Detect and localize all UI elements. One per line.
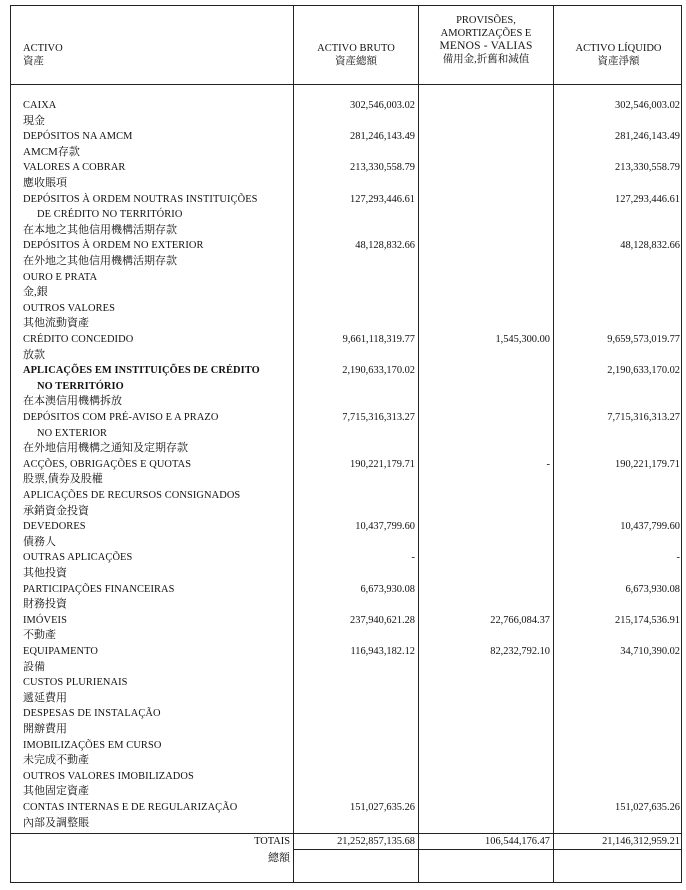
cell-bruto: 190,221,179.71 (350, 458, 415, 470)
cell-bruto: 48,128,832.66 (355, 240, 415, 252)
cell-liquido: 190,221,179.71 (615, 458, 680, 470)
header-prov-line3: MENOS - VALIAS (439, 40, 533, 52)
header-activo (23, 42, 63, 68)
cell-liquido: 10,437,799.60 (620, 521, 680, 533)
row-label-pt: DEVEDORES (23, 521, 86, 533)
header-bruto-zh: 資產總額 (335, 56, 377, 67)
row-label-pt: NO TERRITÓRIO (37, 380, 124, 392)
row-label-zh: 在外地之其他信用機構活期存款 (23, 255, 177, 267)
cell-bruto: 10,437,799.60 (355, 521, 415, 533)
cell-liquido: 34,710,390.02 (620, 646, 680, 657)
row-label-zh: 股票,債券及股權 (23, 473, 103, 486)
cell-liquido: 9,659,573,019.77 (607, 334, 680, 345)
header-prov-line1: PROVISÕES, (456, 15, 516, 26)
row-label-pt: DE CRÉDITO NO TERRITÓRIO (37, 209, 183, 221)
header-provisoes (419, 14, 553, 66)
cell-prov: 1,545,300.00 (495, 334, 550, 345)
header-liquido-pt: ACTIVO LÍQUIDO (575, 43, 662, 54)
cell-bruto: 127,293,446.61 (350, 193, 415, 205)
cell-bruto: 7,715,316,313.27 (342, 412, 415, 423)
row-label-pt: DEPÓSITOS COM PRÉ-AVISO E A PRAZO (23, 412, 219, 423)
row-label-zh: 在外地信用機構之通知及定期存款 (23, 442, 188, 455)
row-label-zh: 承銷資金投資 (23, 504, 89, 517)
totals-label: TOTAIS (254, 836, 290, 847)
totals-label-zh: 總額 (268, 852, 290, 864)
totals-top-line (11, 833, 681, 834)
row-label-zh: 放款 (23, 348, 45, 361)
row-label-pt: NO EXTERIOR (37, 427, 108, 439)
column-divider (418, 6, 419, 882)
row-label-pt: OUTROS VALORES IMOBILIZADOS (23, 770, 194, 782)
header-activo-bruto (294, 42, 418, 68)
row-label-zh: 應收賬項 (23, 177, 67, 189)
row-label-pt: VALORES A COBRAR (23, 162, 126, 174)
totals-liquido: 21,146,312,959.21 (602, 836, 680, 847)
row-label-pt: IMÓVEIS (23, 614, 67, 626)
row-label-zh: AMCM存款 (23, 145, 80, 158)
row-label-zh: 其他流動資產 (23, 317, 89, 330)
cell-liquido: 6,673,930.08 (625, 583, 680, 595)
header-liquido-zh: 資產淨額 (597, 56, 640, 67)
header-bruto-pt: ACTIVO BRUTO (317, 43, 395, 54)
cell-liquido: - (676, 552, 680, 564)
row-label-pt: CUSTOS PLURIENAIS (23, 677, 128, 689)
header-prov-line2: AMORTIZAÇÕES E (440, 28, 532, 39)
row-label-pt: DESPESAS DE INSTALAÇÃO (23, 708, 161, 720)
header-activo-liquido (554, 42, 683, 68)
header-divider (11, 84, 681, 85)
header-prov-zh: 備用金,折舊和減值 (442, 54, 530, 65)
row-label-pt: OUTROS VALORES (23, 302, 115, 314)
row-label-zh: 在本地之其他信用機構活期存款 (23, 223, 177, 236)
totals-provisoes: 106,544,176.47 (485, 836, 550, 847)
cell-bruto: 281,246,143.49 (350, 131, 415, 143)
header-activo-zh: 資產 (23, 56, 44, 67)
row-label-pt: ACÇÕES, OBRIGAÇÕES E QUOTAS (23, 458, 192, 470)
row-label-pt: CRÉDITO CONCEDIDO (23, 334, 134, 345)
row-label-pt: PARTICIPAÇÕES FINANCEIRAS (23, 583, 175, 595)
cell-bruto: - (411, 552, 415, 564)
row-label-pt: CONTAS INTERNAS E DE REGULARIZAÇÃO (23, 802, 238, 813)
cell-bruto: 302,546,003.02 (350, 100, 415, 111)
totals-bruto: 21,252,857,135.68 (337, 836, 415, 847)
row-label-pt: APLICAÇÕES DE RECURSOS CONSIGNADOS (23, 490, 241, 501)
cell-prov: 82,232,792.10 (490, 646, 550, 657)
cell-prov: - (546, 458, 550, 470)
row-label-pt: DEPÓSITOS NA AMCM (23, 131, 133, 143)
cell-liquido: 127,293,446.61 (615, 193, 680, 205)
row-label-zh: 未完成不動產 (23, 754, 89, 767)
totals-bottom-line (293, 849, 681, 850)
cell-bruto: 213,330,558.79 (350, 162, 415, 174)
balance-sheet-table (10, 5, 682, 883)
cell-prov: 22,766,084.37 (490, 614, 550, 626)
row-label-zh: 現金 (23, 114, 45, 127)
cell-liquido: 302,546,003.02 (615, 100, 680, 111)
cell-liquido: 48,128,832.66 (620, 240, 680, 252)
cell-liquido: 7,715,316,313.27 (607, 412, 680, 423)
row-label-zh: 財務投資 (23, 598, 67, 611)
row-label-zh: 設備 (23, 660, 45, 673)
cell-bruto: 6,673,930.08 (360, 583, 415, 595)
row-label-zh: 債務人 (23, 535, 56, 548)
row-label-pt: APLICAÇÕES EM INSTITUIÇÕES DE CRÉDITO (23, 365, 260, 377)
cell-liquido: 281,246,143.49 (615, 131, 680, 143)
row-label-pt: OURO E PRATA (23, 271, 98, 283)
row-label-zh: 其他投資 (23, 567, 67, 579)
row-label-pt: CAIXA (23, 100, 57, 111)
cell-bruto: 2,190,633,170.02 (342, 365, 415, 377)
cell-bruto: 116,943,182.12 (350, 646, 415, 657)
cell-liquido: 213,330,558.79 (615, 162, 680, 174)
row-label-zh: 遞延費用 (23, 691, 67, 704)
row-label-pt: DEPÓSITOS À ORDEM NOUTRAS INSTITUIÇÕES (23, 193, 258, 205)
cell-liquido: 151,027,635.26 (615, 802, 680, 813)
row-label-zh: 內部及調整賬 (23, 816, 89, 829)
row-label-zh: 其他固定資產 (23, 785, 89, 798)
row-label-zh: 金,銀 (23, 286, 48, 299)
row-label-pt: DEPÓSITOS À ORDEM NO EXTERIOR (23, 240, 204, 252)
row-label-zh: 不動產 (23, 629, 56, 642)
cell-bruto: 9,661,118,319.77 (342, 334, 415, 345)
cell-liquido: 215,174,536.91 (615, 614, 680, 626)
cell-liquido: 2,190,633,170.02 (607, 365, 680, 377)
cell-bruto: 237,940,621.28 (350, 614, 415, 626)
row-label-zh: 在本澳信用機構拆放 (23, 395, 122, 408)
row-label-pt: OUTRAS APLICAÇÕES (23, 552, 133, 564)
row-label-pt: IMOBILIZAÇÕES EM CURSO (23, 739, 162, 751)
row-label-pt: EQUIPAMENTO (23, 646, 98, 657)
header-activo-pt: ACTIVO (23, 43, 63, 54)
row-label-zh: 開辦費用 (23, 723, 67, 735)
cell-bruto: 151,027,635.26 (350, 802, 415, 813)
